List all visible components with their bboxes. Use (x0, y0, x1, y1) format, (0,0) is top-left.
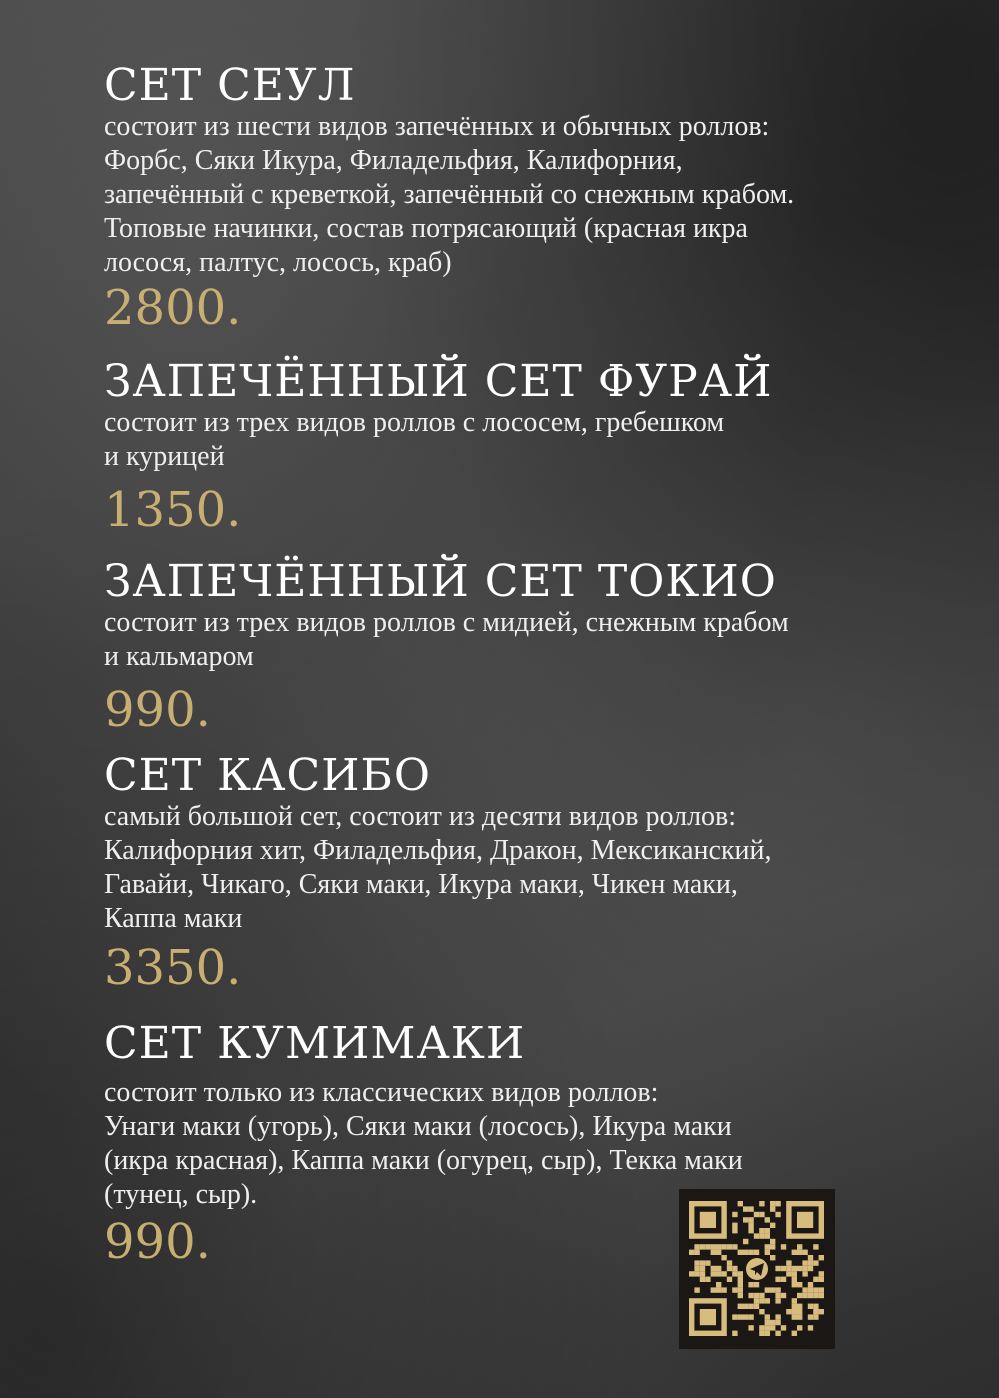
menu-item-kasibo (104, 752, 904, 996)
description-line: Гавайи, Чикаго, Сяки маки, Икура маки, Чикен маки, (104, 869, 738, 900)
item-description (104, 800, 904, 936)
item-price: 3350. (104, 940, 242, 996)
item-title: ЗАПЕЧЁННЫЙ СЕТ ТОКИО (104, 556, 777, 607)
item-price: 990. (104, 682, 211, 738)
description-line: состоит только из классических видов роллов: (104, 1077, 659, 1108)
item-description (104, 406, 904, 474)
description-line: и курицей (104, 441, 225, 472)
item-title: СЕТ СЕУЛ (104, 60, 356, 111)
description-line: Форбс, Сяки Икура, Филадельфия, Калифорния, (104, 145, 683, 176)
description-line: (тунец, сыр). (104, 1179, 258, 1210)
item-title: ЗАПЕЧЁННЫЙ СЕТ ФУРАЙ (104, 356, 773, 407)
item-description (104, 110, 904, 280)
item-title: СЕТ КУМИМАКИ (104, 1018, 526, 1069)
description-line: запечённый с креветкой, запечённый со снежным крабом. (104, 179, 795, 210)
qr-code-graphic (679, 1189, 835, 1349)
description-line: Каппа маки (104, 903, 243, 934)
description-line: состоит из шести видов запечённых и обычных роллов: (104, 111, 770, 142)
item-price: 1350. (104, 482, 242, 538)
menu-item-furai (104, 358, 904, 538)
description-line: лосося, палтус, лосось, краб) (104, 247, 452, 278)
description-line: состоит из трех видов роллов с лососем, гребешком (104, 407, 725, 438)
description-line: Калифорния хит, Филадельфия, Дракон, Мексиканский, (104, 835, 772, 866)
description-line: состоит из трех видов роллов с мидией, снежным крабом (104, 607, 789, 638)
item-price: 2800. (104, 280, 242, 336)
description-line: и кальмаром (104, 641, 254, 672)
description-line: (икра красная), Каппа маки (огурец, сыр), Текка маки (104, 1145, 743, 1176)
item-price: 990. (104, 1214, 211, 1270)
telegram-icon (746, 1258, 768, 1280)
menu-item-seoul (104, 62, 904, 336)
item-title: СЕТ КАСИБО (104, 750, 431, 801)
qr-code[interactable] (679, 1189, 835, 1349)
item-description (104, 606, 904, 674)
description-line: Топовые начинки, состав потрясающий (красная икра (104, 213, 748, 244)
description-line: Унаги маки (угорь), Сяки маки (лосось), Икура маки (104, 1111, 732, 1142)
description-line: самый большой сет, состоит из десяти видов роллов: (104, 801, 737, 832)
menu-item-tokio (104, 558, 904, 738)
